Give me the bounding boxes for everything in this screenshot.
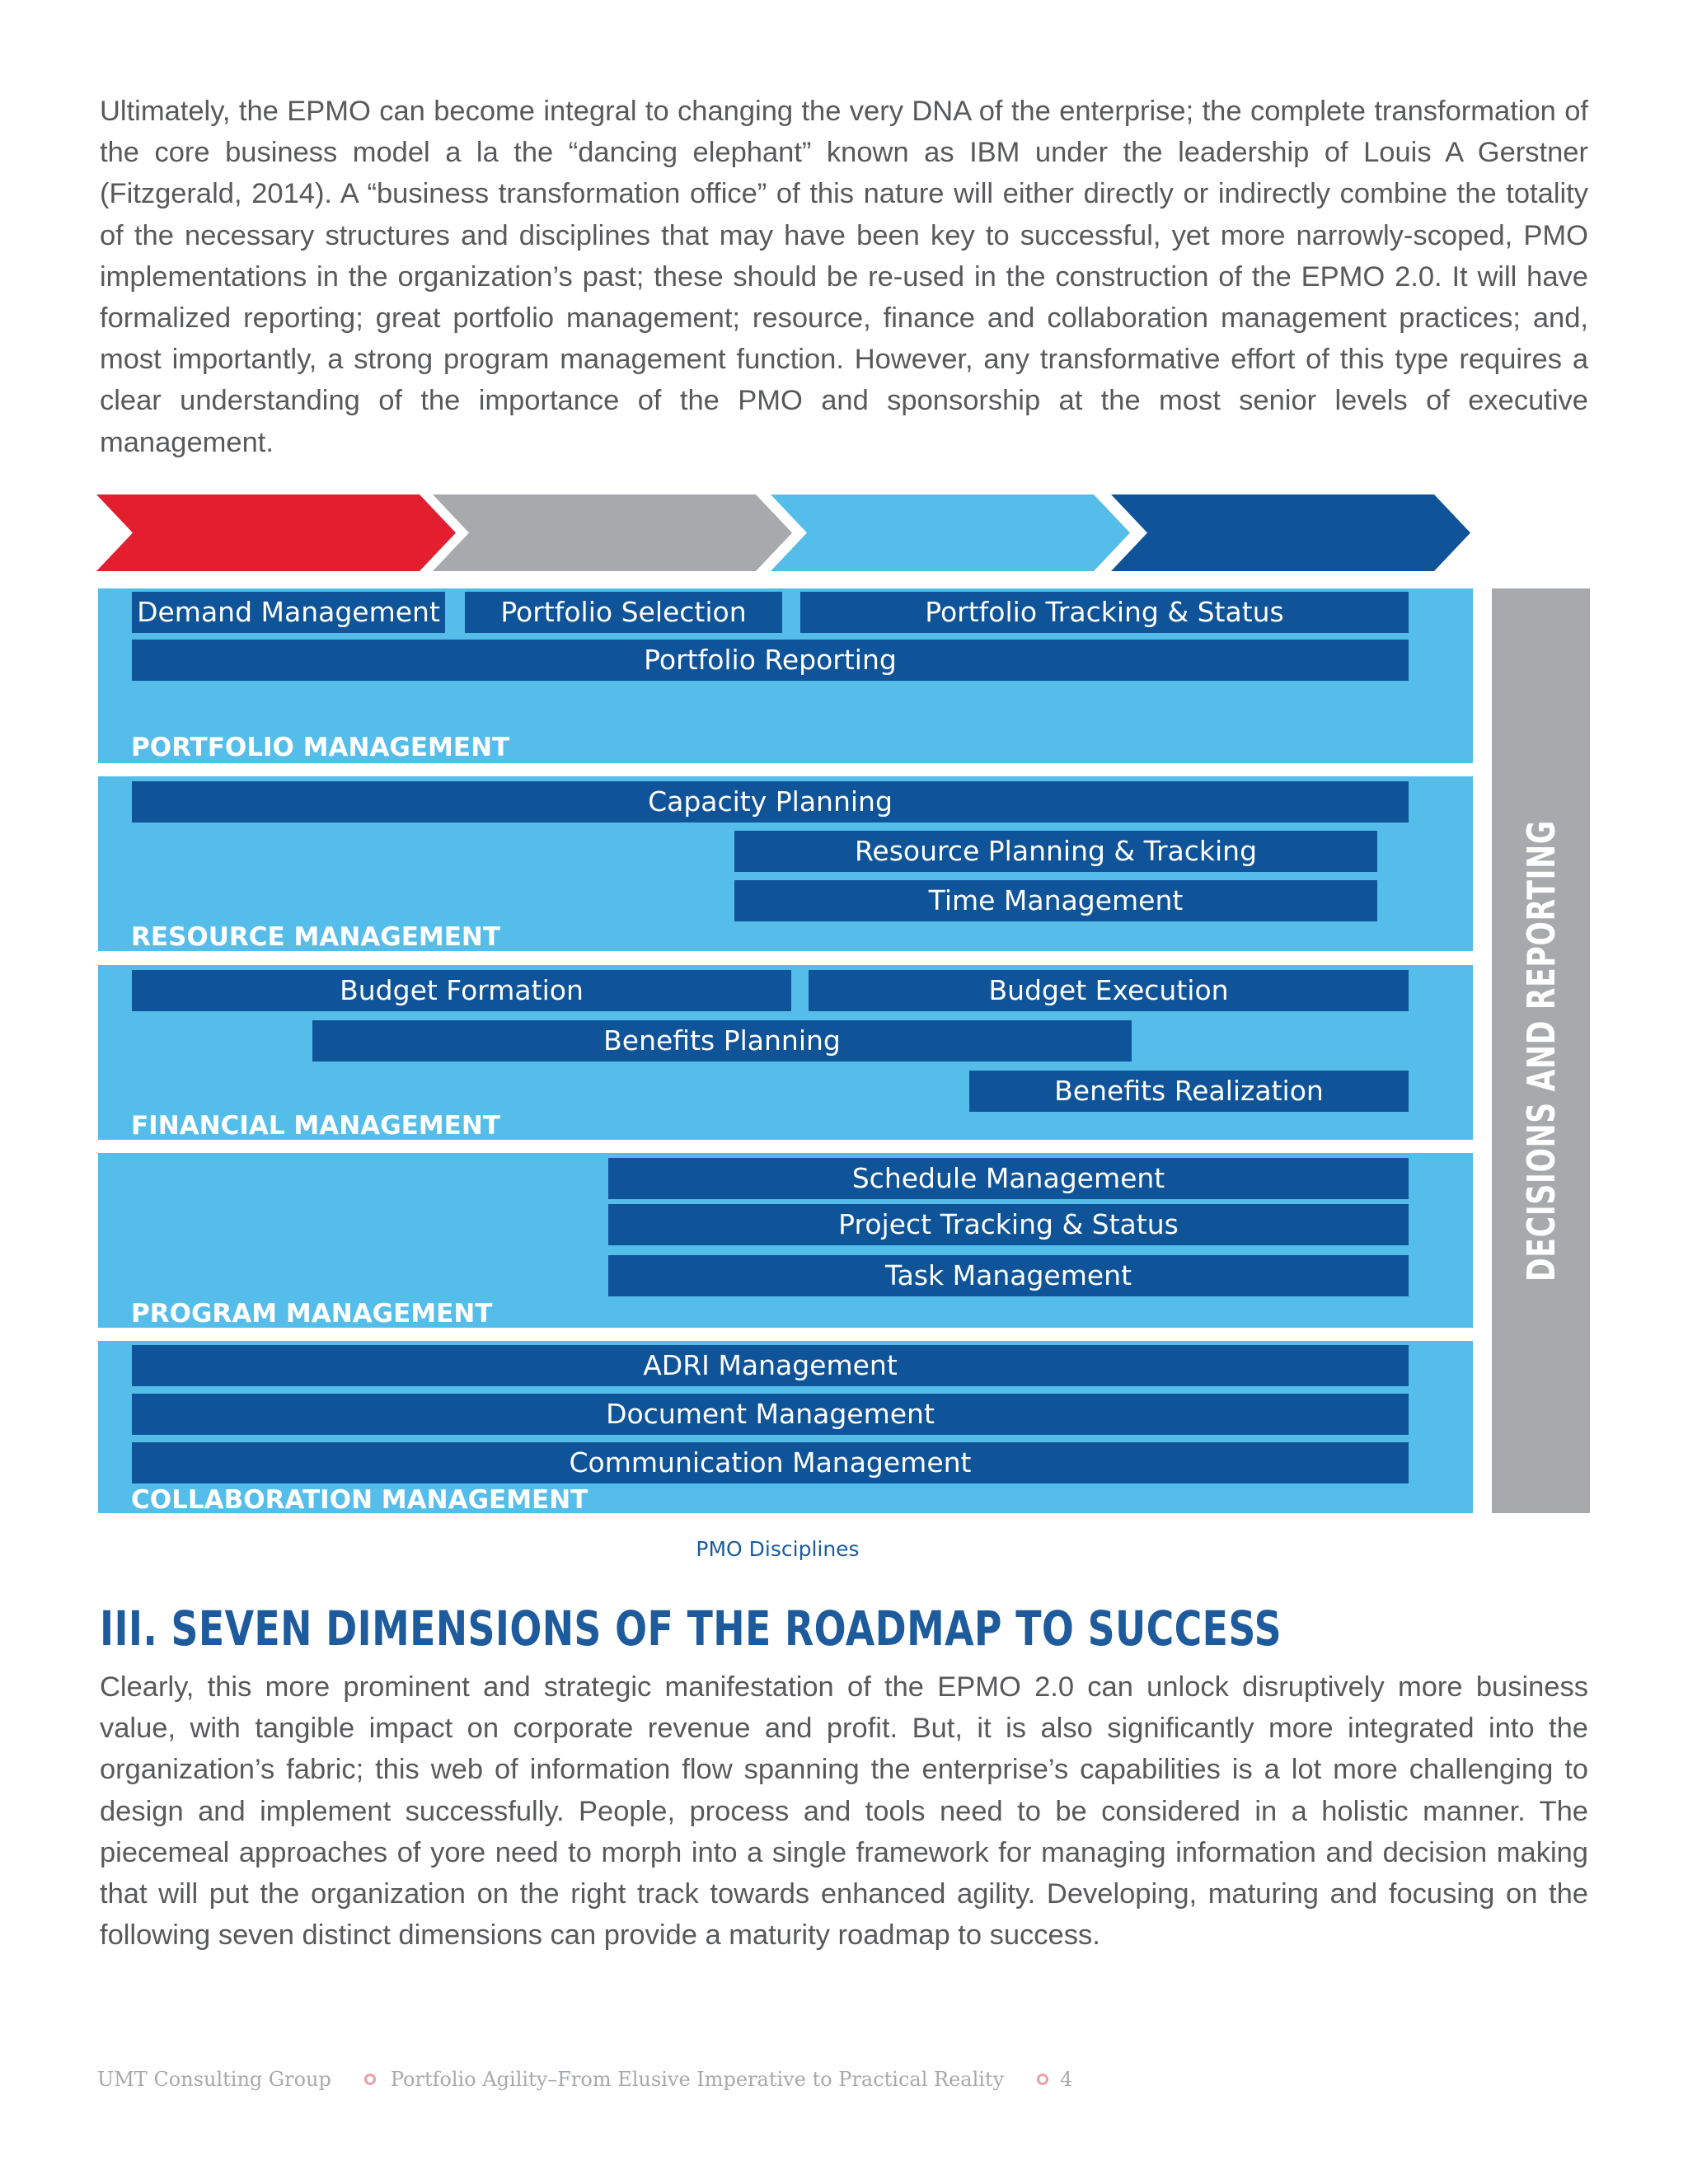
bar-schedule-management: Schedule Management <box>608 1158 1409 1199</box>
page-footer <box>97 2063 1072 2096</box>
bar-portfolio-selection: Portfolio Selection <box>465 592 782 633</box>
bar-portfolio-tracking-status: Portfolio Tracking & Status <box>800 592 1409 633</box>
band-resource-management <box>98 776 1473 951</box>
phase-create-shape <box>96 494 456 571</box>
footer-page-number: 4 <box>1060 2068 1073 2091</box>
phase-plan-label: PLAN <box>891 19 965 57</box>
footer-separator-icon <box>364 2074 376 2085</box>
bar-benefits-planning: Benefits Planning <box>312 1020 1132 1062</box>
bar-adri-management: ADRI Management <box>132 1345 1409 1386</box>
phase-select-label: SELECT <box>549 19 651 57</box>
band-collaboration-management <box>98 1341 1473 1513</box>
band-label-resource: RESOURCE MANAGEMENT <box>131 922 501 952</box>
phase-plan-shape <box>771 494 1130 571</box>
decisions-reporting-label: DECISIONS AND REPORTING <box>1518 820 1564 1282</box>
band-label-portfolio: PORTFOLIO MANAGEMENT <box>131 733 510 762</box>
bar-task-management: Task Management <box>608 1255 1409 1296</box>
band-program-management <box>98 1153 1473 1328</box>
footer-company: UMT Consulting Group <box>97 2068 331 2091</box>
phase-create-label: CREATE <box>211 19 316 57</box>
bar-demand-management: Demand Management <box>132 592 445 633</box>
bar-capacity-planning: Capacity Planning <box>132 781 1409 823</box>
footer-title: Portfolio Agility–From Elusive Imperative to Practical Reality <box>390 2068 1005 2091</box>
intro-paragraph: Ultimately, the EPMO can become integral to changing the very DNA of the enterprise; the complete transformation of the core business model a la the “dancing elephant” known as IBM under the leadership of Louis A Gerstner (Fitzgerald, 2014). A “business transformation office” of this nature will either directly or indirectly combine the totality of the necessary structures and disciplines that may have been key to successful, yet more narrowly-scoped, PMO implementations in the organization’s past; these should be re-used in the construction of the EPMO 2.0. It will have formalized reporting; great portfolio management; resource, finance and collaboration management practices; and, most importantly, a strong program management function. However, any transformative effort of this type requires a clear understanding of the importance of the PMO and sponsorship at the most senior levels of executive management. <box>100 96 1588 458</box>
bar-budget-formation: Budget Formation <box>132 970 791 1011</box>
decisions-reporting-bar <box>1492 588 1590 1513</box>
band-financial-management <box>98 965 1473 1140</box>
bar-resource-planning-tracking: Resource Planning & Tracking <box>734 831 1377 872</box>
bar-communication-management: Communication Management <box>132 1442 1409 1483</box>
phase-manage-shape <box>1111 494 1470 571</box>
phase-select-shape <box>433 494 792 571</box>
bar-document-management: Document Management <box>132 1394 1409 1435</box>
bar-time-management: Time Management <box>734 880 1377 921</box>
section-heading: III. SEVEN DIMENSIONS OF THE ROADMAP TO SUCCESS <box>100 1601 1282 1657</box>
bar-benefits-realization: Benefits Realization <box>969 1071 1409 1112</box>
band-label-financial: FINANCIAL MANAGEMENT <box>131 1111 500 1141</box>
phase-manage-label: MANAGE <box>1226 19 1346 57</box>
band-portfolio-management <box>98 588 1473 763</box>
bar-portfolio-reporting: Portfolio Reporting <box>132 640 1409 681</box>
section-paragraph: Clearly, this more prominent and strategic manifestation of the EPMO 2.0 can unlock disruptively more business value, with tangible impact on corporate revenue and profit. But, it is also significantly more integrated into the organization’s fabric; this web of information flow spanning the enterprise’s capabilities is a lot more challenging to design and implement successfully. People, process and tools need to be considered in a holistic manner. The piecemeal approaches of yore need to morph into a single framework for managing information and decision making that will put the organization on the right track towards enhanced agility. Developing, maturing and focusing on the following seven distinct dimensions can provide a maturity roadmap to success. <box>100 1671 1588 1952</box>
band-label-program: PROGRAM MANAGEMENT <box>131 1299 493 1329</box>
bar-budget-execution: Budget Execution <box>809 970 1409 1011</box>
band-label-collaboration: COLLABORATION MANAGEMENT <box>131 1485 588 1515</box>
bar-project-tracking-status: Project Tracking & Status <box>608 1204 1409 1245</box>
figure-caption: PMO Disciplines <box>696 1537 860 1561</box>
footer-separator-icon <box>1037 2074 1048 2085</box>
